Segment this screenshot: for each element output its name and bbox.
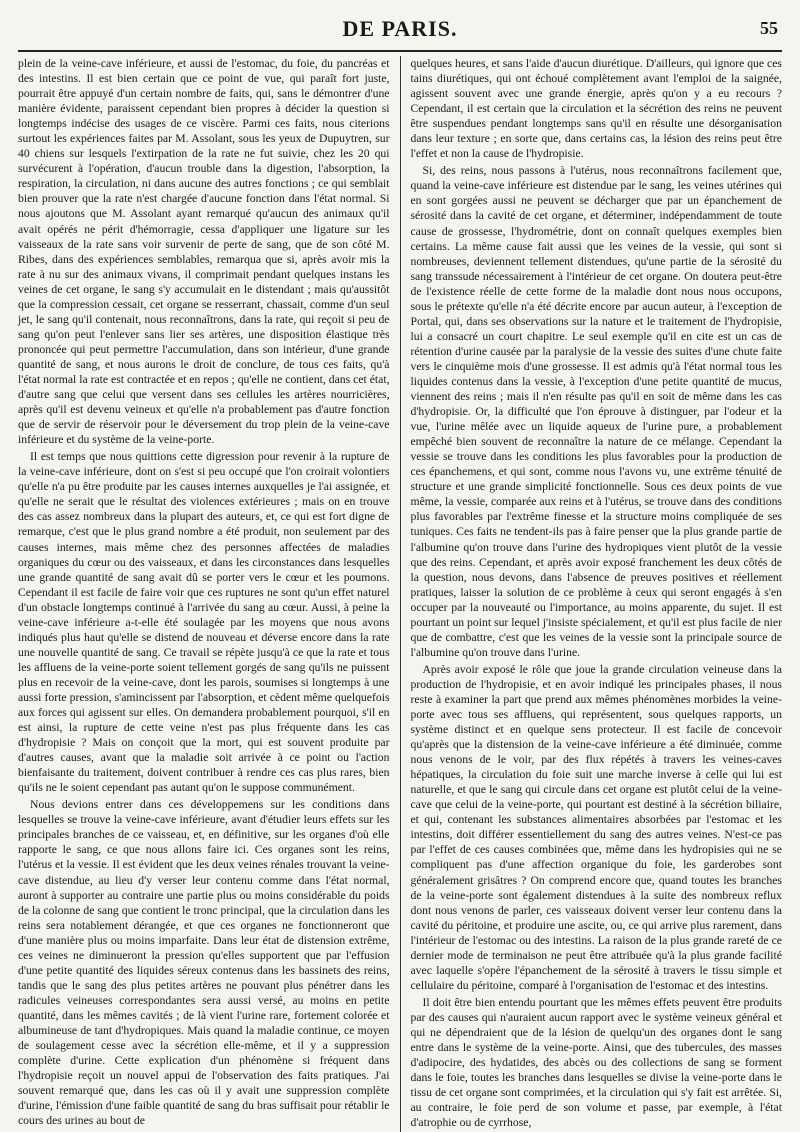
page-header bbox=[18, 10, 782, 52]
column-divider bbox=[400, 56, 401, 1132]
paragraph: quelques heures, et sans l'aide d'aucun diurétique. D'ailleurs, qui ignore que ces tains diurétiques, qui ont échoué complètement avant l'emploi de la saignée, agissent souvent avec une grande énergie, après qu'on y a eu recours ? Cependant, il est certain que la circulation et la sécrétion des reins ne peuvent être suspendues pendant longtemps sans qu'il en résulte une désorganisation dans leur texture ; en sorte que, dans certains cas, la lésion des reins peut être l'effet et non la cause de l'hydropisie. bbox=[410, 57, 782, 161]
paragraph: plein de la veine-cave inférieure, et aussi de l'estomac, du foie, du pancréas et des intestins. Il est bien certain que ce point de vue, qui paraît fort juste, pourrait être appuyé d'un certain nombre de faits, qui, sans le démontrer d'une manière évidente, paraissent cependant bien propres à décider la question si longtemps indécise des usages de ce viscère. Parmi ces faits, nous citerions surtout les expériences faites par M. Assolant, sous les yeux de Dupuytren, sur 40 chiens sur lesquels l'extirpation de la rate ne fut suivie, chez les 20 qui survécurent à l'opération, d'aucun trouble dans la digestion, l'absorption, la respiration, la circulation, ni dans aucune des autres fonctions ; ce qui semblait bien prouver que la rate n'est chargée d'aucune fonction dans l'état normal. Si nous ajoutons que M. Assolant ayant remarqué qu'aucun des animaux qu'il avait opérés ne périt d'hémorragie, cessa d'appliquer une ligature sur les vaisseaux de la rate sans voir survenir de perte de sang, que de son côté M. Ribes, dans des expériences semblables, remarqua que si, après avoir mis la rate à nu sur des animaux vivans, il comprimait pendant quelques instans les veines de cet organe, le sang s'y accumulait en le distendant ; mais qu'aussitôt que la compression cessait, cet organe se resserrant, chassait, comme d'un seul jet, le sang qu'il contenait, nous reconnaîtrons, dans la rate, qui reçoit si peu de sang qu'on peut l'enlever sans lier ses artères, une disposition élastique très prononcée qui peut permettre l'accumulation, dans son intérieur, d'une grande quantité de sang, et nous aurons le droit de conclure, de tous ces faits, qu'à l'état normal la rate est contractée et en repos ; qu'elle ne contient, dans cet état, d'autre sang que celui que versent dans ses cellules les artères nourricières, après qu'il est devenu veineux et qu'elle n'a probablement pas d'autre fonction que de servir de réservoir pour le déversement du trop plein de la veine-cave inférieure et du système de la veine-porte. bbox=[18, 57, 390, 447]
page-number: 55 bbox=[760, 18, 778, 38]
paragraph: Il est temps que nous quittions cette digression pour revenir à la rupture de la veine-cave inférieure, dont on s'est si peu occupé que l'on croirait volontiers qu'elle n'a pu être produite par les causes internes auxquelles je l'ai assignée, et qu'elle ne serait que le résultat des violences extérieures ; mais on en trouve des cas assez nombreux dans la plupart des auteurs, et, ce qui est fort digne de remarque, c'est que le plus grand nombre a été produit, non seulement par des causes internes, mais même chez des personnes affectées de maladies organiques du cœur ou des vaisseaux, et dans les circonstances dans lesquelles une grande quantité de sang avait dû se porter vers le cœur et les poumons. Cependant il est facile de faire voir que ces ruptures ne sont qu'un effet naturel d'un obstacle longtemps continué à l'arrivée du sang au cœur. Aussi, à peine la veine-cave inférieure a-t-elle été soulagée par les moyens que nous avons indiqués plus haut qu'elle se distend de nouveau et déverse encore dans la rate une nouvelle quantité de sang. Ce travail se répète jusqu'à ce que la rate et tous les affluens de la veine-porte soient tellement gorgés de sang qu'ils ne puissent plus en recevoir de la veine-cave, dont les parois, soumises si longtemps à une aussi forte pression, s'amincissent par l'absorption, et cèdent même quelquefois aux forces qui agissent sur elles. On demandera probablement pourquoi, s'il en est ainsi, la rupture de cette veine n'est pas plus fréquente dans les cas d'hydropisie ? Mais on conçoit que la mort, qui est souvent produite par d'autres causes, avant que la maladie soit arrivée à ce point ou l'action bienfaisante du traitement, doivent contribuer à rendre ces cas plus rares, bien qu'ils ne le soient cependant pas autant qu'on le suppose communément. bbox=[18, 450, 390, 795]
paragraph: Après avoir exposé le rôle que joue la grande circulation veineuse dans la production de l'hydropisie, et en avoir indiqué les principales phases, il nous reste à examiner la part que prend aux mêmes phénomènes morbides la veine-porte avec tous ses affluens, qui représentent, sous quelques rapports, un système distinct et en quelque sens protecteur. Il est facile de concevoir qu'après que la distension de la veine-cave inférieure a été diminuée, comme nous venons de le voir, par des flux répétés à travers les veines-caves hépatiques, la circulation du foie suit une marche inverse à celle qui lui est naturelle, et que le sang qui circule dans cet organe est plutôt celui de la veine-cave que celui de la veine-porte, qui pourtant est destiné à la sécrétion biliaire, et qui, contenant les substances alimentaires absorbées par l'estomac et les intestins, doit différer essentiellement du sang des autres veines. N'est-ce pas par l'effet de ces causes combinées que, même dans les hydropisies qui ne se compliquent pas d'une affection organique du foie, les garderobes sont généralement grisâtres ? On comprend encore que, quand toutes les branches de la veine-porte sont également distendues à la suite des nombreux reflux dont nous venons de parler, ces vaisseaux doivent verser leur contenu dans la cavité du péritoine, et produire une ascite, ou, ce qui arrive plus rarement, dans l'intérieur de l'estomac ou des intestins. La raison de la plus grande rareté de ce dernier mode de terminaison ne peut être attribuée qu'à la plus grande facilité avec laquelle s'opère l'épanchement de la sérosité à travers le tissu simple et cellulaire du péritoine, comparé à l'organisation de l'estomac et des intestins. bbox=[410, 662, 782, 992]
running-head: DE PARIS. bbox=[342, 16, 458, 41]
paragraph: Si, des reins, nous passons à l'utérus, nous reconnaîtrons facilement que, quand la veine-cave inférieure est distendue par le sang, les veines utérines qui en sont gorgées aussi ne peuvent se décharger que par un épanchement de sérosité dans la cavité de cet organe, et déterminer, indépendamment de toute cause de grossesse, l'hydrométrie, dont on connaît quelques exemples bien certains. La même cause fait aussi que les veines de la vessie, qui sont si nombreuses, deviennent tellement distendues, qu'une partie de la sérosité du sang transsude nécessairement à l'intérieur de cet organe. On doutera peut-être de l'existence réelle de cette forme de la maladie dont nous nous occupons, sous le prétexte qu'elle n'a été décrite encore par aucun auteur, à l'exception de Portal, qui, dans ses observations sur la nature et le traitement de l'hydropisie, lui a consacré un court chapitre. Le seul exemple qu'il en cite est un cas de rétention d'urine causée par la paralysie de la vessie des suites d'une chute faite vers le cinquième mois d'une grossesse. Il est admis qu'à l'état normal tous les liquides contenus dans la vessie, à l'exception d'une petite quantité de mucus, viennent des reins ; mais il n'en résulte pas qu'il en soit de même dans les cas d'hydropisie. Or, la difficulté que l'on éprouve à distinguer, par l'odeur et la vue, l'urine mêlée avec un liquide aqueux de l'urine pure, a probablement empêché bien souvent de reconnaître la nature de ce mélange. Cependant la vessie se trouve dans les conditions les plus favorables pour la production de ces épanchemens, et qui sont, comme nous l'avons vu, une extrême ténuité de structure et une grande simplicité fonctionnelle. Sous ces deux points de vue même, la vessie, comparée aux reins et à l'utérus, se trouve dans des conditions plus favorables par l'extrême finesse et la structure moins compliquée de ses tuniques. Ces faits ne tendent-ils pas à faire penser que la plus grande partie de l'albumine qu'on trouve dans l'urine des hydropiques vient plutôt de la vessie que des reins. Cependant, et après avoir exposé franchement les deux côtés de la question, nous devons, dans l'absence de preuves positives et réellement pratiques, laisser la solution de ce problème à ceux qui seront engagés à s'en occuper par la nouveauté ou l'importance, au moins apparente, du sujet. Il est pourtant un point sur lequel j'insiste spécialement, et qu'il est plus facile de nier que de combattre, c'est que les veines de la vessie sont la principale source de l'albumine qu'on trouve dans l'urine. bbox=[410, 164, 782, 659]
left-column bbox=[18, 56, 390, 1132]
paragraph: Il doit être bien entendu pourtant que les mêmes effets peuvent être produits par des causes qui n'auraient aucun rapport avec le système veineux général et qui ne dépendraient que de la lésion de quelqu'un des organes dont le sang entre dans le système de la veine-porte. Ainsi, que des tubercules, des masses d'adipocire, des hydatides, des abcès ou des collections de sang se forment dans le foie, toutes les branches dans lesquelles se divise la veine-porte dans le tissu de cet organe sont comprimées, et la circulation qui s'y fait est arrêtée. Si, au contraire, le foie perd de son volume et passe, par exemple, à l'état d'atrophie ou de cyrrhose, bbox=[410, 995, 782, 1130]
text-columns bbox=[18, 56, 782, 1132]
paragraph: Nous devions entrer dans ces développemens sur les conditions dans lesquelles se trouve la veine-cave inférieure, avant d'étudier leurs effets sur les principales branches de ce vaisseau, et, en définitive, sur les organes d'où elle rapporte le sang, ce que nous allons faire ici. Ces organes sont les reins, l'utérus et la vessie. Il est évident que les deux veines rénales trouvant la veine-cave distendue, au lieu d'y verser leur contenu comme dans l'état normal, auront à supporter au contraire une partie plus ou moins considérable du poids de la colonne de sang que contient le tronc principal, que la circulation dans les reins sera notablement dérangée, et que ces organes ne fonctionneront que d'une manière plus ou moins imparfaite. Dans leur état de distension extrême, ces veines ne diminueront la pression qu'elles supportent que par l'effusion d'une petite quantité des liquides séreux contenus dans les bassinets des reins, tandis que le sang des plus petites artères ne pouvant plus pénétrer dans les radicules veineuses correspondantes sera aussi versé, au moins en petite quantité, dans les mêmes cavités ; de là vient l'urine rare, fortement colorée et albumineuse de tant d'hydropiques. Mais quand la maladie continue, ce moyen de soulagement cesse avec la sécrétion elle-même, et il y a suppression complète d'urine. Cette explication d'un phénomène si fréquent dans l'hydropisie reçoit un nouvel appui de l'observation des faits pratiques. J'ai souvent remarqué que, dans les cas où il y avait une suppression complète d'urine, l'émission d'une faible quantité de sang du bras suffisait pour rétablir le cours des urines au bout de bbox=[18, 798, 390, 1128]
right-column bbox=[410, 56, 782, 1132]
